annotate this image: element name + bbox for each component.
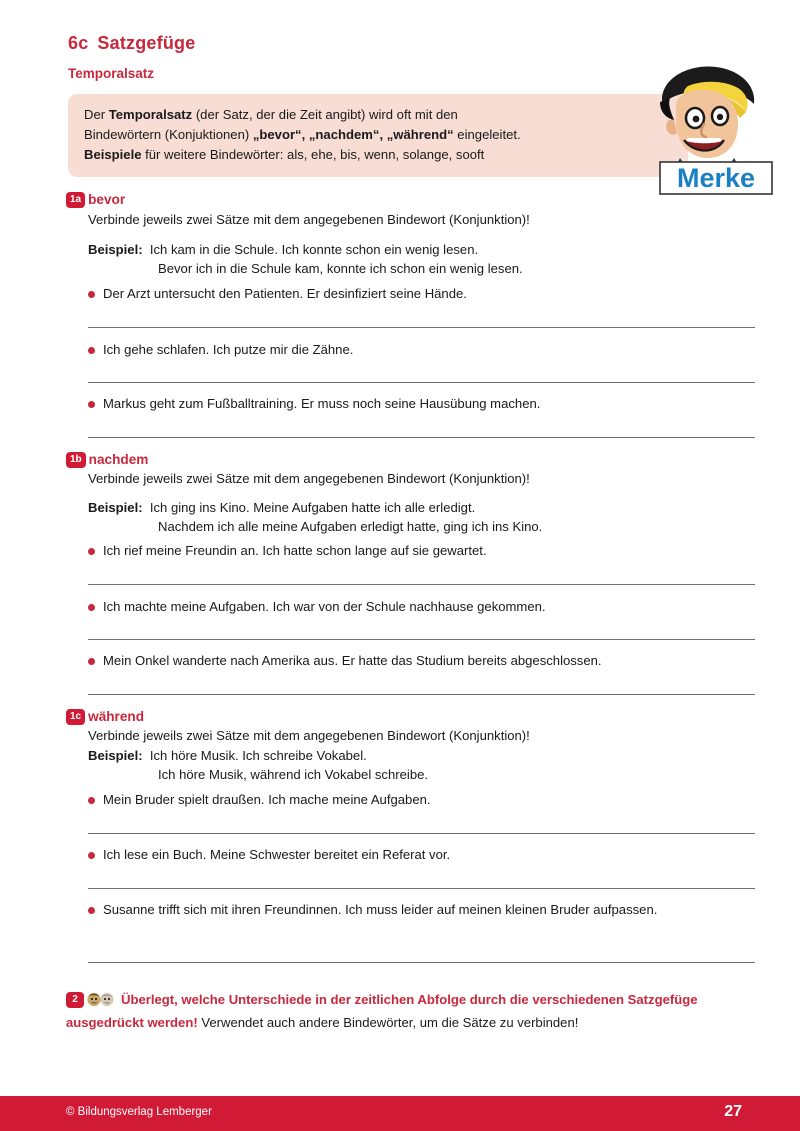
page-footer xyxy=(0,1096,800,1131)
merke-boy-icon xyxy=(640,58,780,198)
chapter-number: 6c xyxy=(68,33,89,53)
infobox-line-2 xyxy=(84,125,672,145)
infobox-l1-c: (der Satz, der die Zeit angibt) wird oft mit den xyxy=(192,107,458,122)
list-item xyxy=(88,598,756,617)
chapter-title: Satzgefüge xyxy=(97,33,196,53)
list-item-text: Ich rief meine Freundin an. Ich hatte schon lange auf sie gewartet. xyxy=(103,543,487,558)
section-keyword-1b: nachdem xyxy=(88,452,149,467)
list-item xyxy=(88,542,756,561)
infobox-l3-a: Beispiele xyxy=(84,146,142,162)
section-badge-1b: 1b xyxy=(66,452,86,468)
answer-line[interactable] xyxy=(88,694,755,695)
bullet-dot-icon xyxy=(88,604,95,611)
section-example-1c xyxy=(88,747,428,785)
answer-line[interactable] xyxy=(88,833,755,834)
list-item-text: Mein Onkel wanderte nach Amerika aus. Er hatte das Studium bereits abgeschlossen. xyxy=(103,653,602,668)
bullet-dot-icon xyxy=(88,907,95,914)
example-text-1: Ich höre Musik. Ich schreibe Vokabel. xyxy=(149,748,367,763)
list-item xyxy=(88,652,756,671)
svg-text:Merke: Merke xyxy=(676,163,756,193)
answer-line[interactable] xyxy=(88,382,755,383)
list-item xyxy=(88,341,756,360)
list-item-text: Ich gehe schlafen. Ich putze mir die Zähne. xyxy=(103,342,354,357)
exercise-2 xyxy=(66,990,766,1033)
section-keyword-1c: während xyxy=(88,709,145,724)
list-item xyxy=(88,901,756,920)
example-label: Beispiel: xyxy=(88,242,143,257)
example-line-2: Ich höre Musik, während ich Vokabel schreibe. xyxy=(158,766,429,782)
answer-line[interactable] xyxy=(88,888,755,889)
page-subtitle: Temporalsatz xyxy=(68,66,155,81)
merke-infobox xyxy=(68,94,688,177)
section-instruction-1a: Verbinde jeweils zwei Sätze mit dem angegebenen Bindewort (Konjunktion)! xyxy=(88,212,530,227)
exercise-2-black-text: Verwendet auch andere Bindewörter, um die Sätze zu verbinden! xyxy=(197,1014,579,1030)
infobox-l3-b: für weitere Bindewörter: als, ehe, bis, wenn, solange, sooft xyxy=(141,146,485,162)
list-item xyxy=(88,395,756,414)
example-line-1 xyxy=(88,241,523,260)
bullet-dot-icon xyxy=(88,291,95,298)
exercise-2-red-text: Überlegt, welche Unterschiede in der zeitlichen Abfolge durch die verschiedenen Satzgefüge ausgedrückt werden! xyxy=(66,992,698,1030)
section-keyword-1a: bevor xyxy=(88,192,126,207)
bullet-dot-icon xyxy=(88,852,95,859)
infobox-line-3 xyxy=(84,145,672,165)
bullet-dot-icon xyxy=(88,548,95,555)
example-label: Beispiel: xyxy=(88,500,143,515)
section-example-1b xyxy=(88,499,542,537)
merke-character xyxy=(640,58,780,198)
answer-line[interactable] xyxy=(88,327,755,328)
section-heading-1a xyxy=(66,192,125,208)
footer-copyright: © Bildungsverlag Lemberger xyxy=(66,1106,212,1118)
infobox-l2-a: Bindewörtern (Konjuktionen) xyxy=(84,126,253,142)
answer-line[interactable] xyxy=(88,437,755,438)
partner-work-icon xyxy=(86,992,116,1013)
section-instruction-1c: Verbinde jeweils zwei Sätze mit dem angegebenen Bindewort (Konjunktion)! xyxy=(88,728,530,743)
infobox-l2-c: eingeleitet. xyxy=(453,126,521,142)
example-line-2: Nachdem ich alle meine Aufgaben erledigt hatte, ging ich ins Kino. xyxy=(158,518,543,534)
infobox-l1-b: Temporalsatz xyxy=(108,107,193,122)
answer-line[interactable] xyxy=(88,962,755,963)
section-badge-1a: 1a xyxy=(66,192,85,208)
section-example-1a xyxy=(88,241,523,279)
list-item-text: Ich lese ein Buch. Meine Schwester bereitet ein Referat vor. xyxy=(103,847,451,862)
list-item xyxy=(88,846,756,865)
answer-line[interactable] xyxy=(88,639,755,640)
list-item-text: Ich machte meine Aufgaben. Ich war von der Schule nachhause gekommen. xyxy=(103,599,546,614)
page-title xyxy=(68,33,195,54)
answer-line[interactable] xyxy=(88,584,755,585)
list-item-text: Susanne trifft sich mit ihren Freundinnen. Ich muss leider auf meinen kleinen Bruder aufpassen. xyxy=(103,902,658,917)
exercise-badge-2: 2 xyxy=(66,992,84,1008)
example-text-1: Ich kam in die Schule. Ich konnte schon ein wenig lesen. xyxy=(149,242,479,257)
list-item xyxy=(88,285,756,304)
footer-page-number: 27 xyxy=(724,1103,742,1120)
bullet-dot-icon xyxy=(88,797,95,804)
section-heading-1c xyxy=(66,709,144,725)
list-item-text: Mein Bruder spielt draußen. Ich mache meine Aufgaben. xyxy=(103,792,431,807)
list-item-text: Markus geht zum Fußballtraining. Er muss noch seine Hausübung machen. xyxy=(103,396,541,411)
infobox-l1-a: Der xyxy=(84,107,109,122)
infobox-l2-b: „bevor“, „nachdem“, „während“ xyxy=(252,126,454,142)
section-badge-1c: 1c xyxy=(66,709,85,725)
example-line-1 xyxy=(88,499,542,518)
section-heading-1b xyxy=(66,452,148,468)
example-label: Beispiel: xyxy=(88,748,143,763)
bullet-dot-icon xyxy=(88,401,95,408)
section-instruction-1b: Verbinde jeweils zwei Sätze mit dem angegebenen Bindewort (Konjunktion)! xyxy=(88,471,530,486)
example-line-2: Bevor ich in die Schule kam, konnte ich schon ein wenig lesen. xyxy=(158,260,523,276)
list-item xyxy=(88,791,756,810)
list-item-text: Der Arzt untersucht den Patienten. Er desinfiziert seine Hände. xyxy=(103,286,467,301)
bullet-dot-icon xyxy=(88,347,95,354)
bullet-dot-icon xyxy=(88,658,95,665)
example-line-1 xyxy=(88,747,428,766)
infobox-line-1 xyxy=(84,105,672,125)
example-text-1: Ich ging ins Kino. Meine Aufgaben hatte ich alle erledigt. xyxy=(149,500,476,515)
